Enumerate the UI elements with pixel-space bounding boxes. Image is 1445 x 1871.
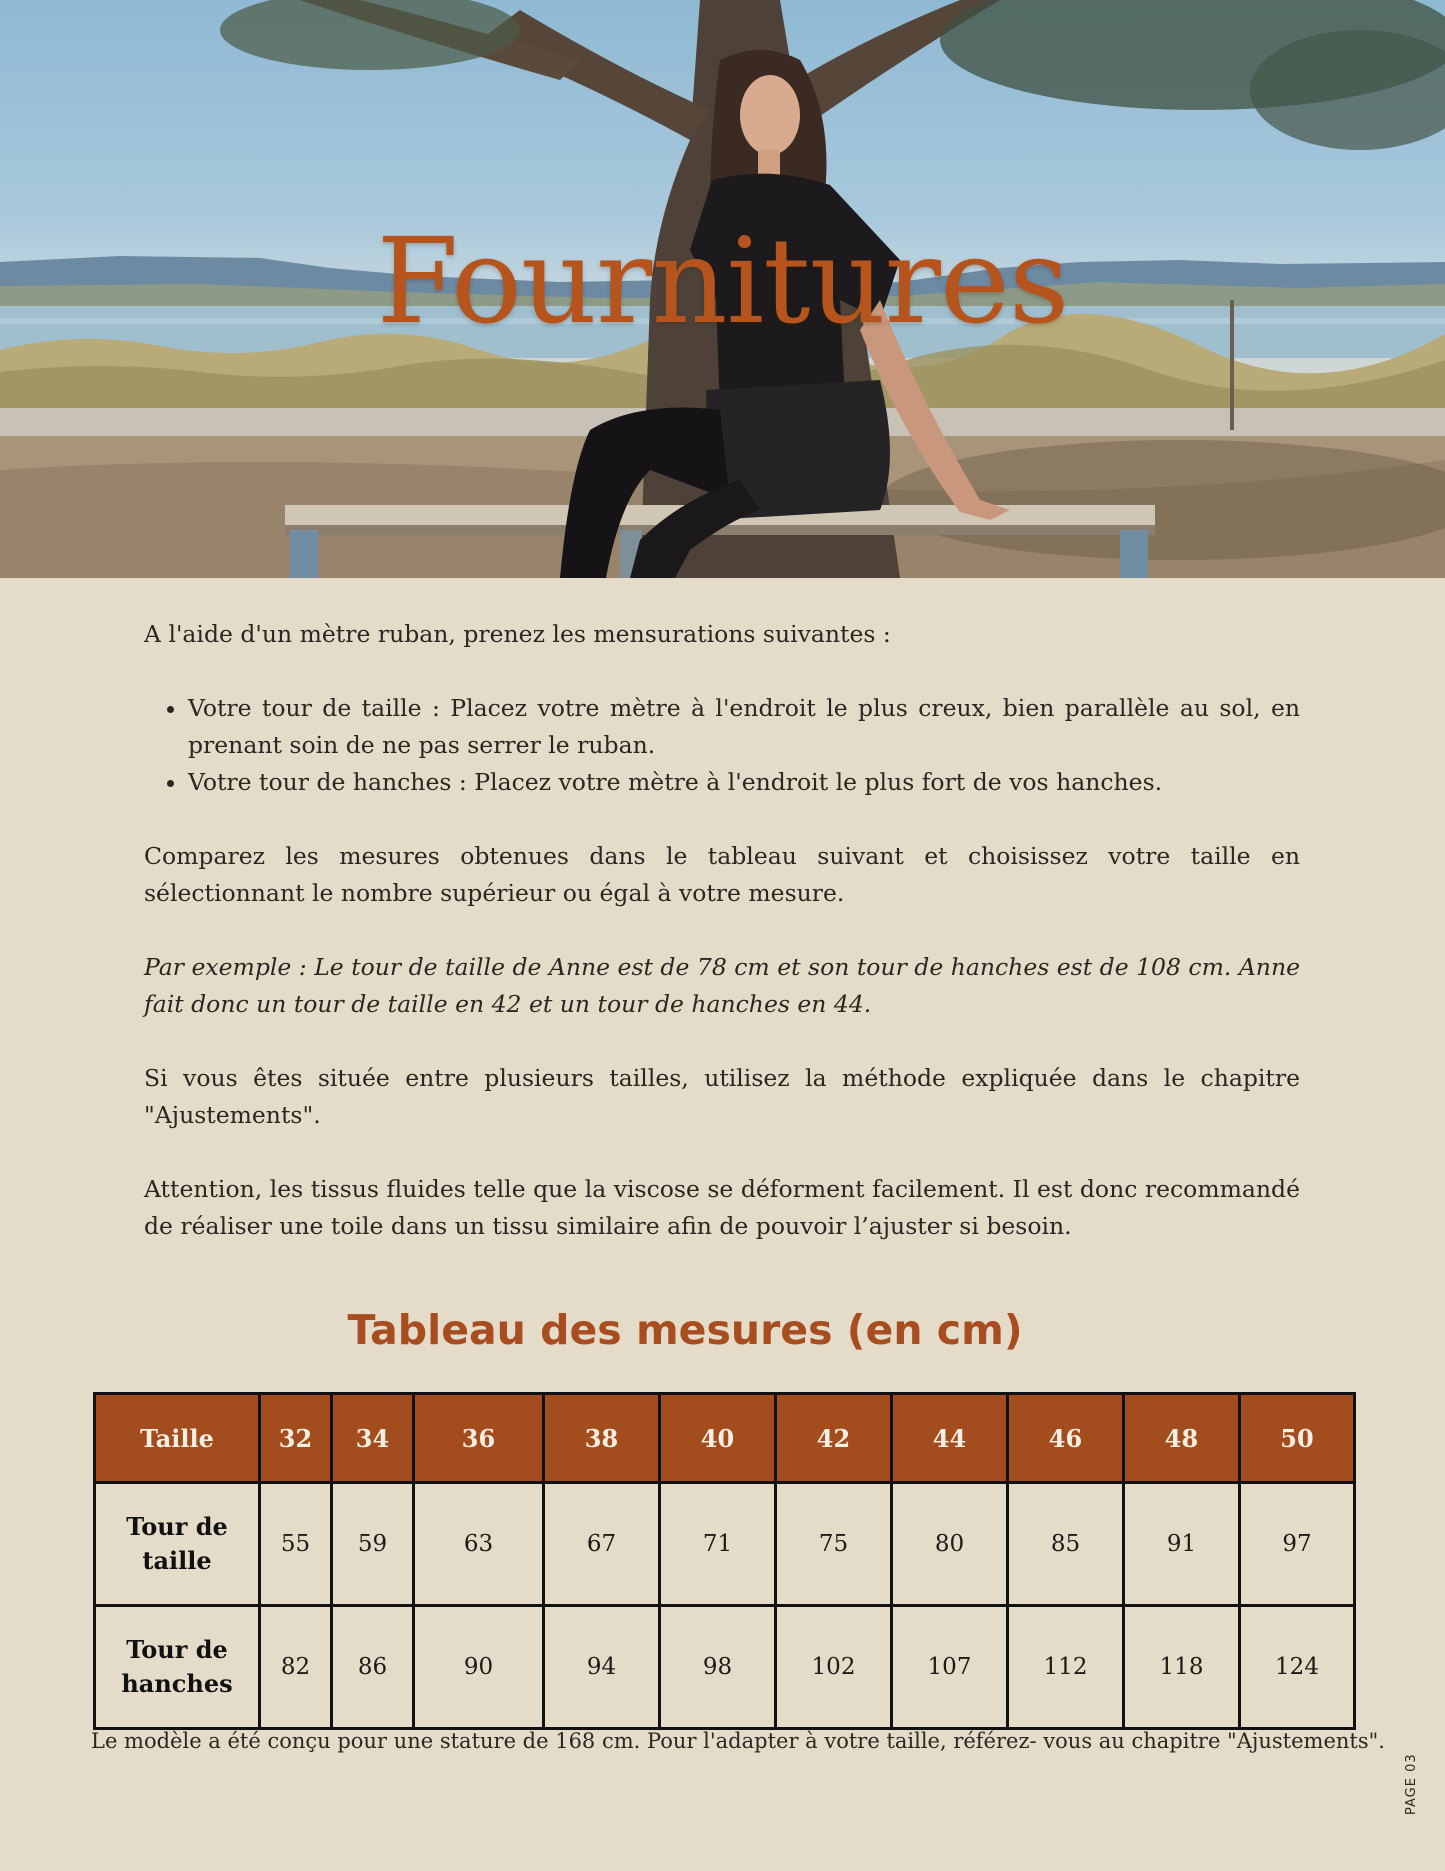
size-header: 34 — [332, 1394, 414, 1483]
table-cell: 75 — [776, 1483, 892, 1606]
table-cell: 97 — [1240, 1483, 1355, 1606]
size-header: 32 — [260, 1394, 332, 1483]
foliage — [220, 0, 520, 70]
table-cell: 86 — [332, 1606, 414, 1729]
table-row — [95, 1483, 1355, 1606]
page-title: Fournitures — [376, 212, 1069, 350]
table-header-row — [95, 1394, 1355, 1483]
bench-leg — [290, 530, 318, 578]
woman-face — [740, 75, 800, 155]
table-cell: 85 — [1008, 1483, 1124, 1606]
between-sizes-text: Si vous êtes située entre plusieurs tailles, utilisez la méthode expliquée dans le chapitre "Ajustements". — [144, 1064, 1300, 1129]
size-header: 40 — [660, 1394, 776, 1483]
size-header: 48 — [1124, 1394, 1240, 1483]
table-cell: 59 — [332, 1483, 414, 1606]
header-label: Taille — [95, 1394, 260, 1483]
example-text: Par exemple : Le tour de taille de Anne est de 78 cm et son tour de hanches est de 108 cm. Anne fait donc un tour de taille en 42 et un tour de hanches en 44. — [144, 953, 1300, 1018]
intro-text: A l'aide d'un mètre ruban, prenez les mensurations suivantes : — [144, 620, 891, 648]
table-cell: 55 — [260, 1483, 332, 1606]
warning-text: Attention, les tissus fluides telle que la viscose se déforment facilement. Il est donc recommandé de réaliser une toile dans un tissu similaire afin de pouvoir l’ajuster si besoin. — [144, 1175, 1300, 1240]
table-cell: 80 — [892, 1483, 1008, 1606]
table-cell: 71 — [660, 1483, 776, 1606]
size-header: 44 — [892, 1394, 1008, 1483]
list-item: • Votre tour de hanches : Placez votre mètre à l'endroit le plus fort de vos hanches. — [188, 764, 1300, 801]
hero-photo — [0, 0, 1445, 578]
size-header: 50 — [1240, 1394, 1355, 1483]
table-cell: 90 — [414, 1606, 544, 1729]
row-label — [95, 1483, 260, 1606]
size-header: 36 — [414, 1394, 544, 1483]
size-header: 38 — [544, 1394, 660, 1483]
size-header: 42 — [776, 1394, 892, 1483]
table-cell: 118 — [1124, 1606, 1240, 1729]
row-label — [95, 1606, 260, 1729]
table-cell: 91 — [1124, 1483, 1240, 1606]
instructions — [144, 616, 1300, 1282]
table-cell: 98 — [660, 1606, 776, 1729]
table-cell: 82 — [260, 1606, 332, 1729]
table-cell: 124 — [1240, 1606, 1355, 1729]
page-number: PAGE 03 — [1404, 1753, 1419, 1815]
row-label-line: Tour de — [126, 1635, 228, 1664]
table-row — [95, 1606, 1355, 1729]
row-label-line: hanches — [121, 1669, 233, 1698]
row-label-line: Tour de — [126, 1512, 228, 1541]
measurement-list — [144, 690, 1300, 801]
compare-text: Comparez les mesures obtenues dans le tableau suivant et choisissez votre taille en sélectionnant le nombre supérieur ou égal à votre mesure. — [144, 842, 1300, 907]
list-item: • Votre tour de taille : Placez votre mètre à l'endroit le plus creux, bien parallèle au sol, en prenant soin de ne pas serrer le ruban. — [188, 690, 1300, 764]
size-header: 46 — [1008, 1394, 1124, 1483]
table-cell: 94 — [544, 1606, 660, 1729]
table-cell: 67 — [544, 1483, 660, 1606]
table-cell: 63 — [414, 1483, 544, 1606]
table-title: Tableau des mesures (en cm) — [347, 1306, 1023, 1354]
row-label-line: taille — [142, 1546, 212, 1575]
size-table — [93, 1392, 1356, 1730]
stature-footnote: Le modèle a été conçu pour une stature de 168 cm. Pour l'adapter à votre taille, référez- vous au chapitre "Ajustements". — [91, 1729, 1385, 1753]
table-cell: 107 — [892, 1606, 1008, 1729]
table-cell: 102 — [776, 1606, 892, 1729]
table-cell: 112 — [1008, 1606, 1124, 1729]
